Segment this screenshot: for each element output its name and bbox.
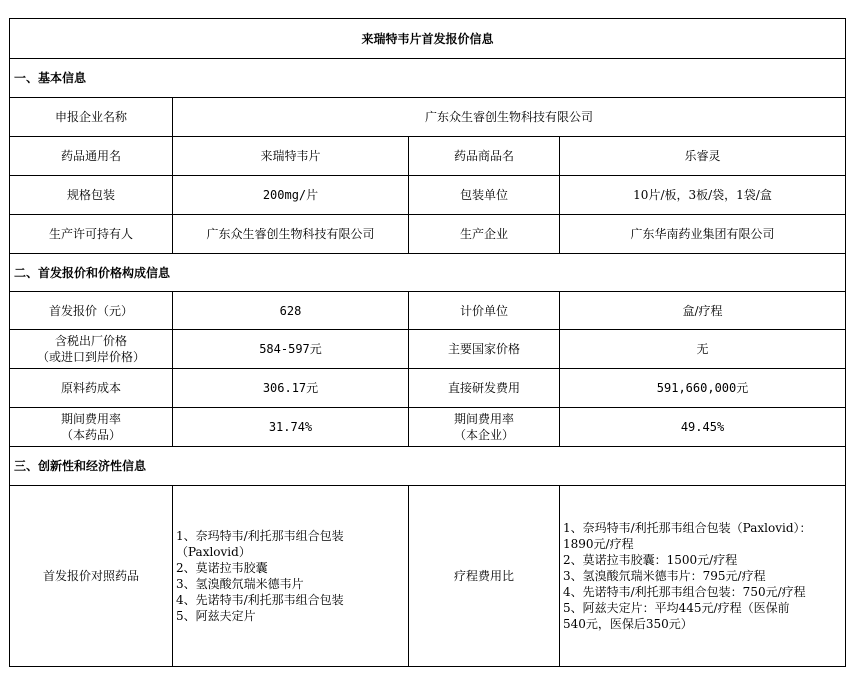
- list-item: 4、先诺特韦/利托那韦组合包装：750元/疗程: [563, 585, 806, 599]
- expense-rate-drug-label-line-2: （本药品）: [60, 428, 121, 442]
- mah-label: 生产许可持有人: [10, 215, 173, 254]
- generic-name-label: 药品通用名: [10, 137, 173, 176]
- factory-price-value: 584-597元: [173, 330, 409, 369]
- applicant-label: 申报企业名称: [10, 98, 173, 137]
- pricing-unit-value: 盒/疗程: [560, 292, 846, 330]
- expense-rate-drug-label: [10, 408, 173, 447]
- table-row: [10, 486, 846, 667]
- list-item: 3、氢溴酸氘瑞米德韦片：795元/疗程: [563, 569, 766, 583]
- section-header-row: [10, 447, 846, 486]
- price-info-table: [9, 18, 846, 667]
- intl-price-label: 主要国家价格: [409, 330, 560, 369]
- list-item: 1、奈玛特韦/利托那韦组合包装（Paxlovid）：: [563, 521, 812, 535]
- list-item: （Paxlovid）: [176, 545, 251, 559]
- trade-name-value: 乐睿灵: [560, 137, 846, 176]
- table-row: [10, 408, 846, 447]
- api-cost-value: 306.17元: [173, 369, 409, 408]
- pricing-unit-label: 计价单位: [409, 292, 560, 330]
- section-heading-price-info: 二、首发报价和价格构成信息: [10, 254, 846, 292]
- expense-rate-drug-label-line-1: 期间费用率: [60, 412, 121, 426]
- generic-name-value: 来瑞特韦片: [173, 137, 409, 176]
- comparator-list: [173, 486, 409, 667]
- comparator-label: 首发报价对照药品: [10, 486, 173, 667]
- manufacturer-label: 生产企业: [409, 215, 560, 254]
- list-item: 540元，医保后350元）: [563, 617, 693, 631]
- cost-compare-list: [560, 486, 846, 667]
- list-item: 2、莫诺拉韦胶囊：1500元/疗程: [563, 553, 738, 567]
- factory-price-label-line-1: 含税出厂价格: [54, 334, 127, 348]
- list-item: 1、奈玛特韦/利托那韦组合包装: [176, 529, 344, 543]
- rd-cost-value: 591,660,000元: [560, 369, 846, 408]
- section-header-row: [10, 254, 846, 292]
- api-cost-label: 原料药成本: [10, 369, 173, 408]
- pack-unit-label: 包装单位: [409, 176, 560, 215]
- section-heading-basic-info: 一、基本信息: [10, 59, 846, 98]
- table-row: [10, 369, 846, 408]
- table-title: 来瑞特韦片首发报价信息: [10, 19, 846, 59]
- expense-rate-company-label-line-1: 期间费用率: [453, 412, 514, 426]
- table-row: [10, 292, 846, 330]
- manufacturer-value: 广东华南药业集团有限公司: [560, 215, 846, 254]
- expense-rate-company-label: [409, 408, 560, 447]
- list-item: 5、阿兹夫定片: [176, 609, 256, 623]
- list-item: 5、阿兹夫定片：平均445元/疗程（医保前: [563, 601, 790, 615]
- list-item: 4、先诺特韦/利托那韦组合包装: [176, 593, 344, 607]
- section-header-row: [10, 59, 846, 98]
- mah-value: 广东众生睿创生物科技有限公司: [173, 215, 409, 254]
- spec-value: 200mg/片: [173, 176, 409, 215]
- list-item: 1890元/疗程: [563, 537, 634, 551]
- factory-price-label: [10, 330, 173, 369]
- factory-price-label-line-2: （或进口到岸价格）: [36, 350, 145, 364]
- launch-price-label: 首发报价（元）: [10, 292, 173, 330]
- intl-price-value: 无: [560, 330, 846, 369]
- title-row: [10, 19, 846, 59]
- rd-cost-label: 直接研发费用: [409, 369, 560, 408]
- trade-name-label: 药品商品名: [409, 137, 560, 176]
- cost-compare-label: 疗程费用比: [409, 486, 560, 667]
- table-row: [10, 137, 846, 176]
- expense-rate-company-value: 49.45%: [560, 408, 846, 447]
- launch-price-value: 628: [173, 292, 409, 330]
- expense-rate-company-label-line-2: （本企业）: [453, 428, 514, 442]
- list-item: 2、莫诺拉韦胶囊: [176, 561, 268, 575]
- spec-label: 规格包装: [10, 176, 173, 215]
- table-row: [10, 176, 846, 215]
- table-row: [10, 98, 846, 137]
- table-row: [10, 215, 846, 254]
- pack-unit-value: 10片/板，3板/袋，1袋/盒: [560, 176, 846, 215]
- applicant-value: 广东众生睿创生物科技有限公司: [173, 98, 846, 137]
- list-item: 3、氢溴酸氘瑞米德韦片: [176, 577, 304, 591]
- table-row: [10, 330, 846, 369]
- expense-rate-drug-value: 31.74%: [173, 408, 409, 447]
- section-heading-innovation-info: 三、创新性和经济性信息: [10, 447, 846, 486]
